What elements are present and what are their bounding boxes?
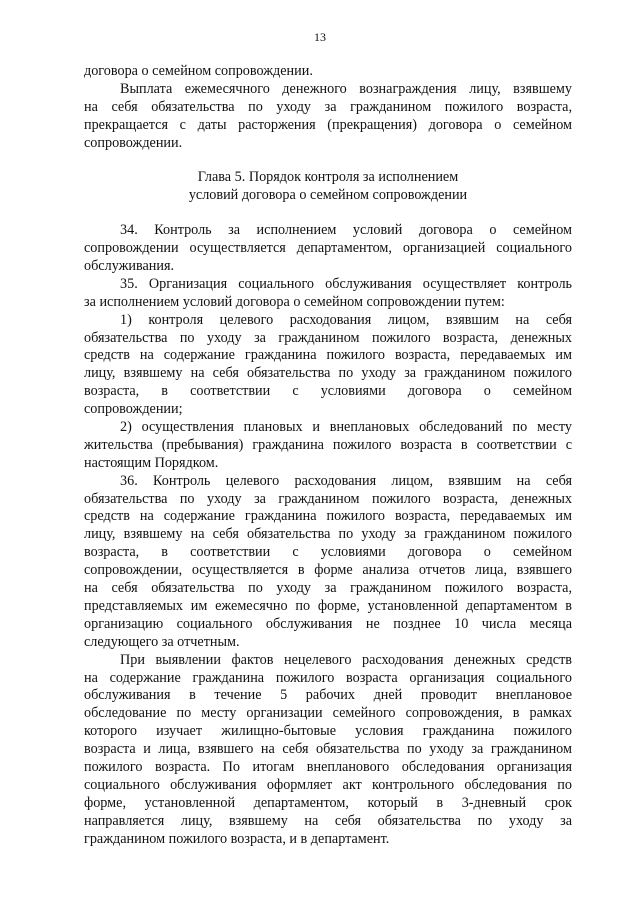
text-line: возраста и лица, взявшего на себя обязательства по уходу за гражданином — [84, 741, 572, 758]
text-line: за исполнением условий договора о семейном сопровождении путем: — [84, 293, 505, 310]
text-line: на содержание гражданина пожилого возраста организация социального — [84, 669, 572, 686]
text-line: социального обслуживания оформляет акт контрольного обследования по — [84, 776, 572, 793]
text-line: средств на содержание гражданина пожилого возраста, передаваемых им — [84, 347, 572, 364]
text-line: пожилого возраста. По итогам внепланового обследования организация — [84, 758, 572, 775]
text-line: 36. Контроль целевого расходования лицом, взявшим на себя — [120, 472, 572, 489]
text-line: прекращается с даты расторжения (прекращения) договора о семейном — [84, 116, 572, 133]
text-line: сопровождении. — [84, 134, 183, 151]
text-line: на себя обязательства по уходу за гражданином пожилого возраста, — [84, 98, 572, 115]
text-line: обязательства по уходу за гражданином пожилого возраста, денежных — [84, 329, 572, 346]
text-line: следующего за отчетным. — [84, 633, 240, 650]
text-line: обследование по месту организации семейного сопровождения, в рамках — [84, 705, 572, 722]
text-line: 2) осуществления плановых и внеплановых обследований по месту — [120, 419, 572, 436]
text-line: 34. Контроль за исполнением условий договора о семейном — [120, 222, 572, 239]
chapter-heading-line: Глава 5. Порядок контроля за исполнением — [197, 169, 459, 186]
text-line: которого изучает жилищно-бытовые условия гражданина пожилого — [84, 723, 572, 740]
page-number: 13 — [314, 30, 326, 44]
text-line: Выплата ежемесячного денежного вознаграждения лицу, взявшему — [120, 80, 572, 97]
text-line: обслуживания. — [84, 258, 175, 275]
text-line: 1) контроля целевого расходования лицом, взявшим на себя — [120, 311, 572, 328]
text-line: возраста, в соответствии с условиями договора о семейном — [84, 544, 572, 561]
text-line: настоящим Порядком. — [84, 454, 219, 471]
text-line: средств на содержание гражданина пожилого возраста, передаваемых им — [84, 508, 572, 525]
text-line: лицу, взявшему на себя обязательства по уходу за гражданином пожилого — [84, 365, 572, 382]
paragraph-gap — [84, 152, 572, 169]
text-line: обслуживания в течение 5 рабочих дней проводит внеплановое — [84, 687, 572, 704]
chapter-heading-line: условий договора о семейном сопровождении — [188, 187, 468, 204]
text-line: обязательства по уходу за гражданином пожилого возраста, денежных — [84, 490, 572, 507]
text-line: договора о семейном сопровождении. — [84, 63, 313, 79]
text-line: организацию социального обслуживания не позднее 10 числа месяца — [84, 615, 572, 632]
text-line: на себя обязательства по уходу за гражданином пожилого возраста, — [84, 580, 572, 597]
text-line: сопровождении; — [84, 401, 183, 418]
text-line: форме, установленной департаментом, который в 3-дневный срок — [84, 794, 572, 811]
text-line: направляется лицу, взявшему на себя обязательства по уходу за — [84, 812, 572, 829]
text-line: При выявлении фактов нецелевого расходования денежных средств — [120, 651, 572, 668]
document-text — [84, 63, 572, 848]
paragraph-gap — [84, 205, 572, 222]
text-line: гражданином пожилого возраста, и в департамент. — [84, 830, 390, 847]
text-line: сопровождении осуществляется департаментом, организацией социального — [84, 240, 572, 257]
text-line: представляемых им ежемесячно по форме, установленной департаментом в — [84, 597, 572, 614]
text-line: 35. Организация социального обслуживания осуществляет контроль — [120, 275, 572, 292]
text-line: возраста, в соответствии с условиями договора о семейном — [84, 383, 572, 400]
text-line: сопровождении, осуществляется в форме анализа отчетов лица, взявшего — [84, 562, 572, 579]
text-line: жительства (пребывания) гражданина пожилого возраста в соответствии с — [84, 436, 572, 453]
text-line: лицу, взявшему на себя обязательства по уходу за гражданином пожилого — [84, 526, 572, 543]
